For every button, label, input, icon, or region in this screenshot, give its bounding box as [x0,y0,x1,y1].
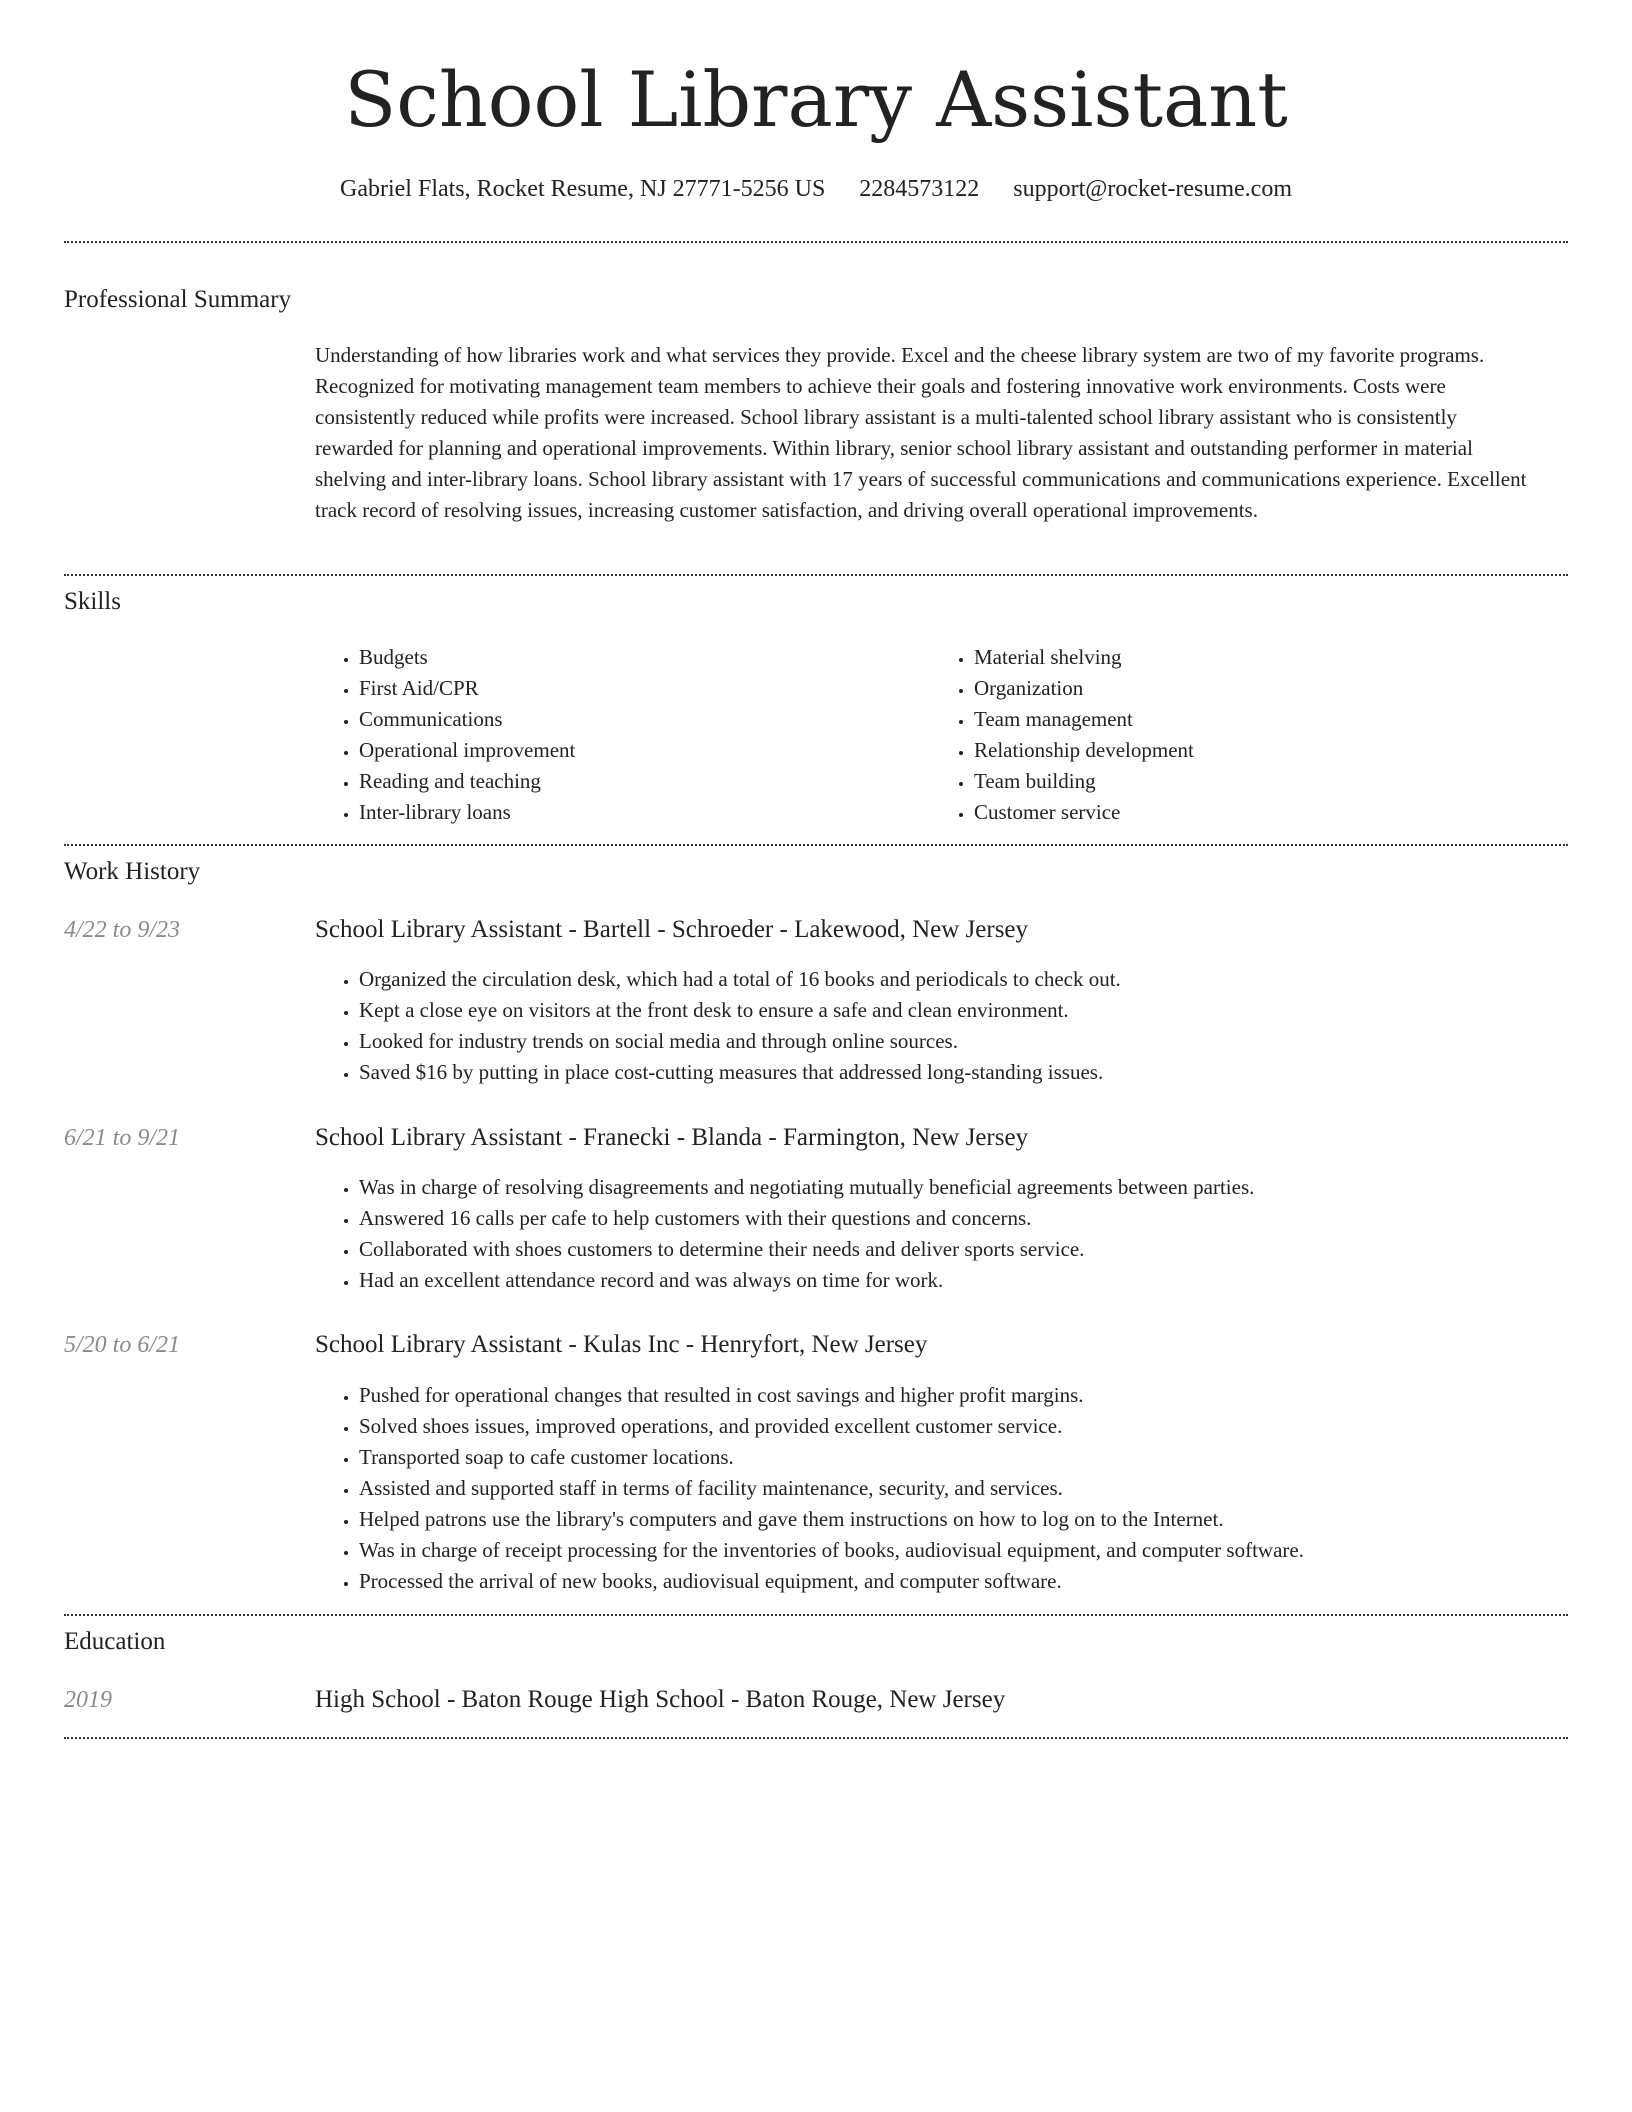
resume-name: School Library Assistant [344,55,1288,144]
divider [64,574,1568,576]
divider [64,1737,1568,1739]
skill-item: • Organization [974,673,1194,704]
skill-item: • Relationship development [974,735,1194,766]
skill-item: • Operational improvement [359,735,575,766]
divider [64,844,1568,846]
duty-item: • Organized the circulation desk, which had a total of 16 books and periodicals to check out. [359,964,1555,995]
skills-heading: Skills [64,588,121,615]
contact-phone: 2284573122 [859,176,980,202]
duty-item: • Was in charge of receipt processing for the inventories of books, audiovisual equipment, and computer software. [359,1535,1555,1566]
duty-item: • Helped patrons use the library's computers and gave them instructions on how to log on to the Internet. [359,1504,1555,1535]
job-date: 6/21 to 9/21 [64,1125,181,1151]
duty-item: • Was in charge of resolving disagreements and negotiating mutually beneficial agreements between parties. [359,1172,1555,1203]
duty-item: • Solved shoes issues, improved operations, and provided excellent customer service. [359,1411,1555,1442]
skill-item: • Inter-library loans [359,797,575,828]
duty-item: • Transported soap to cafe customer locations. [359,1442,1555,1473]
education-details: - Baton Rouge High School - Baton Rouge, New Jersey [440,1686,1006,1713]
duty-item: • Assisted and supported staff in terms of facility maintenance, security, and services. [359,1473,1555,1504]
divider [64,241,1568,243]
job-details: - Kulas Inc - Henryfort, New Jersey [562,1331,928,1358]
job-duties [315,1380,1555,1597]
duty-item: • Kept a close eye on visitors at the front desk to ensure a safe and clean environment. [359,995,1555,1026]
duty-item: • Looked for industry trends on social media and through online sources. [359,1026,1555,1057]
skills-column-left [315,642,575,828]
duty-item: • Pushed for operational changes that resulted in cost savings and higher profit margins. [359,1380,1555,1411]
contact-line [64,170,1568,208]
job-role: School Library Assistant [315,1331,563,1358]
skill-item: • Material shelving [974,642,1194,673]
skill-item: • First Aid/CPR [359,673,575,704]
divider [64,1614,1568,1616]
job-title [315,1327,927,1363]
skill-item: • Budgets [359,642,575,673]
job-role: School Library Assistant [315,1124,563,1151]
work-heading: Work History [64,858,201,885]
skill-item: • Team management [974,704,1194,735]
summary-text: Understanding of how libraries work and what services they provide. Excel and the cheese library system are two of my favorite programs. Recognized for motivating management team members to achieve their goals and fostering innovative work environments. Costs were consistently reduced while profits were increased. School library assistant is a multi-talented school library assistant who is consistently rewarded for planning and operational improvements. Within library, senior school library assistant and outstanding performer in material shelving and inter-library loans. School library assistant with 17 years of successful communications and communications experience. Excellent track record of resolving issues, increasing customer satisfaction, and driving overall operational improvements. [315,343,1527,522]
job-title [315,912,1028,948]
duty-item: • Answered 16 calls per cafe to help customers with their questions and concerns. [359,1203,1555,1234]
education-entry [315,1682,1005,1718]
duty-item: • Processed the arrival of new books, audiovisual equipment, and computer software. [359,1566,1555,1597]
education-degree: High School [315,1686,441,1713]
skill-item: • Customer service [974,797,1194,828]
contact-email: support@rocket-resume.com [1013,176,1292,202]
skills-column-right [930,642,1194,828]
job-role: School Library Assistant [315,916,563,943]
job-details: - Bartell - Schroeder - Lakewood, New Jersey [562,916,1029,943]
job-title [315,1120,1028,1156]
education-heading: Education [64,1628,166,1655]
job-date: 4/22 to 9/23 [64,917,181,943]
job-date: 5/20 to 6/21 [64,1332,181,1358]
summary-heading: Professional Summary [64,286,292,313]
education-date: 2019 [64,1687,112,1713]
skill-item: • Team building [974,766,1194,797]
duty-item: • Had an excellent attendance record and was always on time for work. [359,1265,1555,1296]
contact-address: Gabriel Flats, Rocket Resume, NJ 27771-5256 US [340,176,826,202]
job-details: - Franecki - Blanda - Farmington, New Jersey [562,1124,1029,1151]
skill-item: • Reading and teaching [359,766,575,797]
duty-item: • Saved $16 by putting in place cost-cutting measures that addressed long-standing issues. [359,1057,1555,1088]
job-duties [315,1172,1555,1296]
duty-item: • Collaborated with shoes customers to determine their needs and deliver sports service. [359,1234,1555,1265]
skill-item: • Communications [359,704,575,735]
job-duties [315,964,1555,1088]
